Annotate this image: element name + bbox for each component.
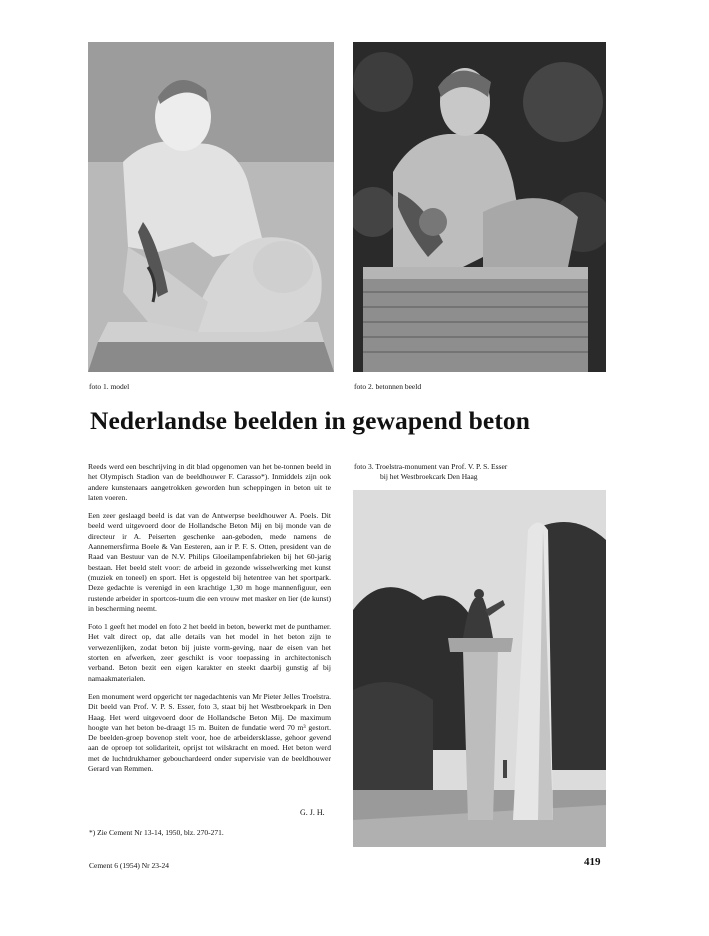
photo1-caption: foto 1. model — [89, 382, 130, 391]
journal-reference: Cement 6 (1954) Nr 23-24 — [89, 861, 169, 870]
author-signature: G. J. H. — [300, 808, 325, 817]
paragraph-3: Foto 1 geeft het model en foto 2 het beeld in beton, bewerkt met de punthamer. Het valt direct op, dat alle details van het model in het beton zijn te verwezenlijken, zodat beton bij juiste vorm-geving, naar de eisen van het storten en afwerken, zeer geschikt is voor toepassing in architectonisch verband. Beton bezit een eigen karakter en steekt daarbij gunstig af bij namaakmaterialen. — [88, 622, 331, 683]
paragraph-4: Een monument werd opgericht ter nagedachtenis van Mr Pieter Jelles Troelstra. Dit beeld van Prof. V. P. S. Esser, foto 3, staat bij het Westbroekpark in Den Haag. Het werd uitgevoerd door de Hollandsche Beton Mij. De maximum hoogte van het beton be-draagt 15 m. Buiten de fundatie werd 70 m³ gestort. De beelden-groep bovenop stelt voor, hoe de arbeidersklasse, gehoor gevend aan de oproep tot solidariteit, oprijst tot wilskracht en moed. Het beton werd met de luchtdrukhamer gebouchardeerd onder supervisie van de beeldhouwer Gerard van Remmen. — [88, 691, 331, 774]
article-title: Nederlandse beelden in gewapend beton — [90, 406, 531, 435]
photo-troelstra-monument — [353, 490, 606, 847]
footnote: *) Zie Cement Nr 13-14, 1950, blz. 270-271. — [89, 828, 224, 837]
article-body — [88, 462, 331, 782]
paragraph-1: Reeds werd een beschrijving in dit blad opgenomen van het be-tonnen beeld in het Olympisch Stadion van de beeldhouwer F. Carasso*). Inmiddels zijn ook andere kunstenaars aangetrokken geworden hun scheppingen in beton uit te laten voeren. — [88, 462, 331, 502]
concrete-statue-image — [353, 42, 606, 372]
photo3-caption-line2: bij het Westbroekcark Den Haag — [380, 472, 478, 481]
photo3-caption-line1: foto 3. Troelstra-monument van Prof. V. P. S. Esser — [354, 462, 508, 471]
troelstra-monument-image — [353, 490, 606, 847]
page-number: 419 — [584, 856, 601, 868]
paragraph-2: Een zeer geslaagd beeld is dat van de Antwerpse beeldhouwer A. Poels. Dit beeld werd uitgevoerd door de Hollandsche Beton Mij en bij monde van de directeur ir A. Peiserten geschenke aan-geboden, mede namens de Aannemersfirma Boele & Van Eesteren, aan ir P. F. S. Otten, president van de Raad van Bestuur van de N.V. Philips Gloeilampenfabrieken bij het 60-jarig bestaan. Het beeld stelt voor: de arbeid in gezonde wisselwerking met kunst (muziek en toneel) en sport. Het is opgesteld bij hetentree van het sportpark. Deze gedachte is verenigd in een krachtige 1,30 m hoge mannenfiguur, een rustende arbeider in sportcos-tuum die een vrouw met masker en lier (de kunst) in bescherming neemt. — [88, 511, 331, 613]
photo2-caption: foto 2. betonnen beeld — [354, 382, 422, 391]
photo-concrete-statue — [353, 42, 606, 372]
photo-model — [88, 42, 334, 372]
model-sculpture-image — [88, 42, 334, 372]
